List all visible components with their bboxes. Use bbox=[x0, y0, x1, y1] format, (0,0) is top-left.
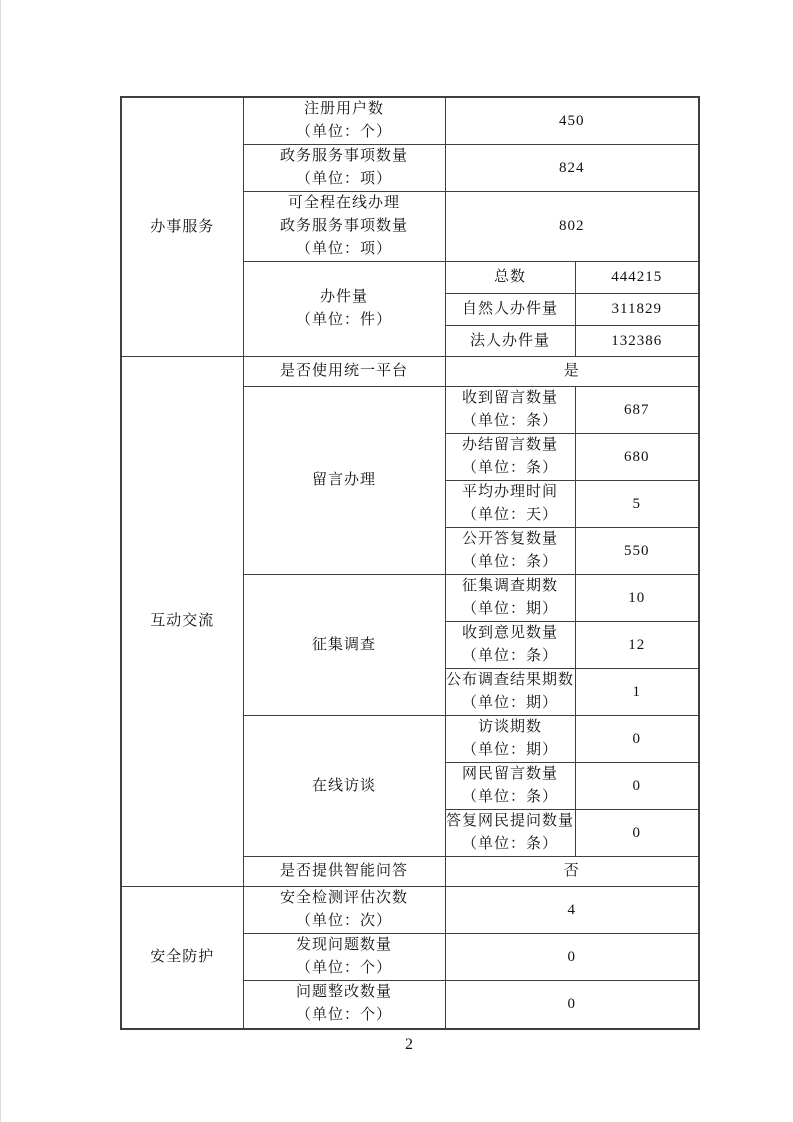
metric-unit: （单位：项） bbox=[295, 241, 392, 257]
metric-label: 安全检测评估次数 bbox=[279, 890, 408, 906]
submetric-label-cell bbox=[445, 763, 575, 810]
group-label: 征集调查 bbox=[243, 575, 445, 716]
submetric-value: 687 bbox=[575, 387, 699, 434]
submetric-value: 132386 bbox=[575, 326, 699, 357]
submetric-label-cell bbox=[445, 669, 575, 716]
group-unit: （单位：件） bbox=[295, 312, 392, 328]
submetric-label: 自然人办件量 bbox=[445, 294, 575, 326]
submetric-unit: （单位：条） bbox=[461, 648, 558, 664]
metric-label: 注册用户数 bbox=[303, 101, 384, 117]
submetric-unit: （单位：期） bbox=[461, 695, 558, 711]
metric-unit: （单位：个） bbox=[295, 1007, 392, 1024]
submetric-label-cell bbox=[445, 434, 575, 481]
submetric-value: 12 bbox=[575, 622, 699, 669]
metric-label-cell bbox=[243, 887, 445, 934]
metric-value: 否 bbox=[445, 857, 699, 887]
statistics-table bbox=[120, 96, 700, 1030]
metric-label: 问题整改数量 bbox=[295, 984, 392, 1001]
submetric-unit: （单位：天） bbox=[461, 507, 558, 523]
submetric-unit: （单位：条） bbox=[461, 413, 558, 429]
submetric-label-cell bbox=[445, 387, 575, 434]
submetric-label: 公布调查结果期数 bbox=[445, 672, 574, 688]
submetric-label-cell bbox=[445, 810, 575, 857]
metric-label-cell bbox=[243, 934, 445, 981]
submetric-unit: （单位：条） bbox=[461, 460, 558, 476]
metric-unit: （单位：项） bbox=[295, 171, 392, 187]
submetric-value: 5 bbox=[575, 481, 699, 528]
submetric-value: 0 bbox=[575, 763, 699, 810]
group-label-cell bbox=[243, 262, 445, 357]
submetric-label: 总数 bbox=[445, 262, 575, 294]
group-label: 在线访谈 bbox=[243, 716, 445, 857]
submetric-unit: （单位：条） bbox=[461, 554, 558, 570]
submetric-value: 0 bbox=[575, 716, 699, 763]
submetric-value: 1 bbox=[575, 669, 699, 716]
submetric-label: 访谈期数 bbox=[477, 719, 542, 735]
submetric-value: 311829 bbox=[575, 294, 699, 326]
group-label: 留言办理 bbox=[243, 387, 445, 575]
submetric-value: 550 bbox=[575, 528, 699, 575]
submetric-label: 平均办理时间 bbox=[461, 484, 558, 500]
submetric-label: 办结留言数量 bbox=[461, 437, 558, 453]
category-interaction: 互动交流 bbox=[121, 357, 243, 887]
metric-label: 是否使用统一平台 bbox=[243, 357, 445, 387]
table-row bbox=[121, 97, 699, 145]
metric-label-cell bbox=[243, 97, 445, 145]
group-label: 办件量 bbox=[319, 289, 368, 305]
submetric-label-cell bbox=[445, 481, 575, 528]
metric-unit: （单位：个） bbox=[295, 960, 392, 976]
submetric-label-cell bbox=[445, 622, 575, 669]
submetric-label-cell bbox=[445, 716, 575, 763]
submetric-label: 法人办件量 bbox=[445, 326, 575, 357]
metric-unit: （单位：个） bbox=[295, 124, 392, 140]
submetric-value: 0 bbox=[575, 810, 699, 857]
submetric-label: 收到留言数量 bbox=[461, 390, 558, 406]
submetric-label-cell bbox=[445, 528, 575, 575]
metric-label: 是否提供智能问答 bbox=[243, 857, 445, 887]
submetric-value: 680 bbox=[575, 434, 699, 481]
metric-label: 政务服务事项数量 bbox=[279, 148, 408, 164]
submetric-unit: （单位：条） bbox=[461, 789, 558, 805]
metric-label: 可全程在线办理 bbox=[287, 195, 400, 211]
metric-label: 政务服务事项数量 bbox=[279, 218, 408, 234]
metric-label-cell bbox=[243, 981, 445, 1029]
metric-value: 450 bbox=[445, 97, 699, 145]
submetric-label: 网民留言数量 bbox=[461, 766, 558, 782]
metric-value: 4 bbox=[445, 887, 699, 934]
metric-label-cell bbox=[243, 145, 445, 192]
submetric-value: 444215 bbox=[575, 262, 699, 294]
page-number: 2 bbox=[405, 1036, 413, 1053]
metric-value: 824 bbox=[445, 145, 699, 192]
submetric-label: 答复网民提问数量 bbox=[445, 813, 574, 829]
metric-value: 0 bbox=[445, 934, 699, 981]
submetric-unit: （单位：期） bbox=[461, 601, 558, 617]
submetric-value: 10 bbox=[575, 575, 699, 622]
submetric-label-cell bbox=[445, 575, 575, 622]
category-security: 安全防护 bbox=[121, 887, 243, 1029]
submetric-label: 征集调查期数 bbox=[461, 578, 558, 594]
table-row bbox=[121, 887, 699, 934]
submetric-label: 收到意见数量 bbox=[461, 625, 558, 641]
table-row bbox=[121, 357, 699, 387]
metric-value: 是 bbox=[445, 357, 699, 387]
metric-value: 802 bbox=[445, 192, 699, 262]
submetric-label: 公开答复数量 bbox=[461, 531, 558, 547]
metric-value: 0 bbox=[445, 981, 699, 1029]
metric-label: 发现问题数量 bbox=[295, 937, 392, 953]
submetric-unit: （单位：期） bbox=[461, 742, 558, 758]
submetric-unit: （单位：条） bbox=[461, 836, 558, 852]
metric-label-cell bbox=[243, 192, 445, 262]
metric-unit: （单位：次） bbox=[295, 913, 392, 929]
category-service: 办事服务 bbox=[121, 97, 243, 357]
